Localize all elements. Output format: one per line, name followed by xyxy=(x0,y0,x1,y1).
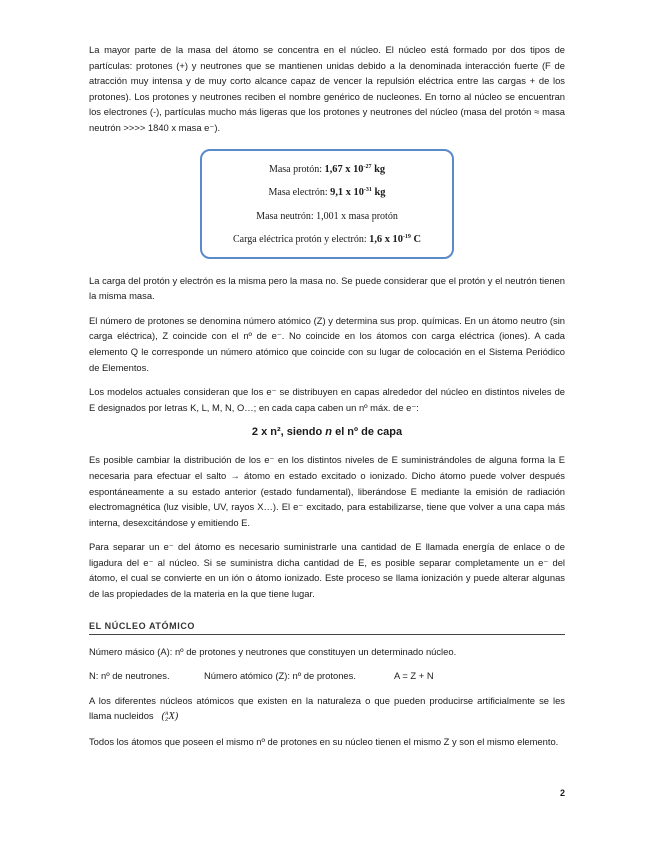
neutron-number-def: N: nº de neutrones. xyxy=(89,670,170,682)
section-heading: EL NÚCLEO ATÓMICO xyxy=(89,621,565,635)
intro-paragraph: La mayor parte de la masa del átomo se concentra en el núcleo. El núcleo está formado por dos tipos de partículas: protones (+) y neutrones que se mantienen unidas debido a la denominada interacción fuerte (F de atracción muy intensa y de muy corto alcance capaz de vencer la repulsión eléctrica entre las cargas + de los protones). Los protones y neutrones reciben el nombre genérico de nucleones. En torno al núcleo se encuentran los electrones (-), partículas mucho más ligeras que los protones y neutrones del núcleo (masa del protón ≈ masa neutrón >>>> 1840 x masa e⁻). xyxy=(89,44,565,133)
isotopes-paragraph: Todos los átomos que poseen el mismo nº de protones en su núcleo tienen el mismo Z y son el mismo elemento. xyxy=(89,736,559,748)
mass-equation: A = Z + N xyxy=(394,670,434,682)
neutron-mass: Masa neutrón: 1,001 x masa protón xyxy=(256,210,398,222)
atomic-number-def: Número atómico (Z): nº de protones. xyxy=(204,670,356,682)
atomic-number-paragraph: El número de protones se denomina número atómico (Z) y determina sus prop. químicas. En un átomo neutro (sin carga eléctrica), Z coincide con el nº de e⁻. No coincide en los átomos con carga eléctrica (iones). A cada elemento Q le corresponde un número atómico que coincide con su lugar de colocación en el Sistema Periódico de Elementos. xyxy=(89,314,565,373)
mass-number-paragraph: Número másico (A): nº de protones y neutrones que constituyen un determinado núcleo. xyxy=(89,645,457,657)
electron-mass-label: Masa electrón: xyxy=(268,187,331,199)
charge xyxy=(202,228,452,252)
proton-mass-value: 1,67 x $10^{-27}$ kg xyxy=(324,163,386,175)
charge-paragraph: La carga del protón y electrón es la misma pero la masa no. Se puede considerar que el protón y el neutrón tienen la misma masa. xyxy=(89,274,565,302)
nuclide-notation: (A ZX) xyxy=(161,711,179,724)
charge-value: 1,6 x $10^{-19}$ C xyxy=(369,234,422,246)
document-page xyxy=(89,42,565,759)
shell-capacity-formula: 2 x n², siendo n el nº de capa xyxy=(251,426,403,439)
electron-mass-value: 9,1 x $10^{-31}$ kg xyxy=(330,187,386,199)
electron-mass xyxy=(202,181,452,205)
proton-mass-label: Masa protón: xyxy=(268,163,325,175)
definitions-line xyxy=(89,668,565,684)
ionization-paragraph: Para separar un e⁻ del átomo es necesario suministrarle una cantidad de E llamada energía de enlace o de ligadura del e⁻ al núcleo. Si se suministra dicha cantidad de E, es posible separar completamente un e⁻ del átomo, el cual se convierte en un ión o átomo ionizado. Este proceso se llama ionización y puede alterar algunas de las propiedades de la materia en la que tiene lugar. xyxy=(89,541,565,600)
models-paragraph: Los modelos actuales consideran que los e⁻ se distribuyen en capas alrededor del núcleo en distintos niveles de E designados por letras K, L, M, N, O…; en cada capa caben un nº máx. de e⁻: xyxy=(89,386,565,413)
constants-box xyxy=(200,149,454,259)
excitation-paragraph: Es posible cambiar la distribución de los e⁻ en los distintos niveles de E suministrándoles de alguna forma la E necesaria para efectuar el salto → átomo en estado excitado o ionizado. Dicho átomo puede volver después espontáneamente a su estado anterior (estado fundamental), liberándose E mediante la emisión de radiación electromagnética (luz visible, UV, rayos X…). El e⁻ excitado, para estabilizarse, tiene que volver a una capa más interna, desexcitándose y emitiendo E. xyxy=(89,454,565,528)
charge-label: Carga eléctrica protón y electrón: xyxy=(232,234,370,246)
nuclides-paragraph: A los diferentes núcleos atómicos que existen en la naturaleza o que pueden producirse artificialmente se les llama nucleidos (A ZX) xyxy=(89,694,565,724)
proton-mass xyxy=(202,158,452,182)
page-number: 2 xyxy=(559,788,565,798)
